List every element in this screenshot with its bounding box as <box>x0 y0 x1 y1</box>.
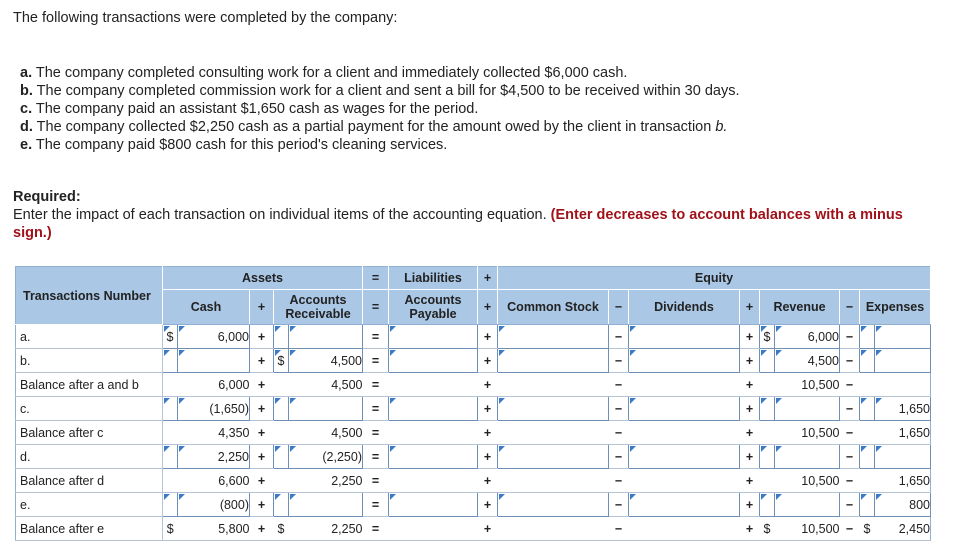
expenses-dollar[interactable] <box>860 445 875 469</box>
operator-plus: + <box>478 493 498 517</box>
expenses-dollar <box>860 373 875 397</box>
operator-minus: − <box>609 469 629 493</box>
operator-minus: − <box>840 397 860 421</box>
cash-value: 6,600 <box>178 469 250 493</box>
accounts-receivable-dollar[interactable] <box>274 325 289 349</box>
expenses-dollar <box>860 421 875 445</box>
row-label: a. <box>16 325 163 349</box>
cash-dollar[interactable] <box>163 445 178 469</box>
cash-value: 5,800 <box>178 517 250 541</box>
operator-minus: − <box>840 421 860 445</box>
header-equals: = <box>363 267 389 290</box>
expenses-dollar[interactable] <box>860 325 875 349</box>
header-cash: Cash <box>163 290 250 325</box>
operator-plus: + <box>740 373 760 397</box>
cash-dollar: $ <box>163 517 178 541</box>
operator-minus: − <box>840 373 860 397</box>
revenue-dollar[interactable] <box>760 397 775 421</box>
operator-minus: − <box>840 445 860 469</box>
operator-minus: − <box>840 517 860 541</box>
operator-plus: + <box>250 421 274 445</box>
transaction-text: The company paid $800 cash for this period's cleaning services. <box>35 137 448 153</box>
transaction-letter: d. <box>20 119 33 135</box>
operator-minus: − <box>609 517 629 541</box>
revenue-value: 10,500 <box>775 421 840 445</box>
operator-eq: = <box>363 469 389 493</box>
operator-plus: + <box>740 445 760 469</box>
accounts-payable-value <box>389 421 478 445</box>
header-transactions-number: Transactions Number <box>16 267 163 325</box>
operator-minus: − <box>840 493 860 517</box>
operator-minus: − <box>609 373 629 397</box>
transaction-item <box>20 82 739 100</box>
transaction-item <box>20 136 739 154</box>
required-emphasis: (Enter decreases to account balances with a minus sign.) <box>13 207 903 241</box>
accounts-payable-value <box>389 517 478 541</box>
accounts-receivable-dollar[interactable] <box>274 445 289 469</box>
accounts-receivable-value[interactable] <box>289 397 363 421</box>
cash-dollar <box>163 469 178 493</box>
accounts-receivable-dollar <box>274 421 289 445</box>
operator-plus: + <box>478 421 498 445</box>
header-revenue: Revenue <box>760 290 840 325</box>
operator-plus: + <box>250 469 274 493</box>
header-op-equals: = <box>363 290 389 325</box>
common-stock-value <box>498 421 609 445</box>
expenses-value: 1,650 <box>875 421 931 445</box>
table-row <box>16 517 931 541</box>
expenses-value: 1,650 <box>875 469 931 493</box>
accounts-receivable-value: 2,250 <box>289 517 363 541</box>
revenue-value[interactable] <box>775 397 840 421</box>
revenue-value[interactable] <box>775 493 840 517</box>
expenses-dollar <box>860 469 875 493</box>
header-assets: Assets <box>163 267 363 290</box>
row-label: d. <box>16 445 163 469</box>
operator-plus: + <box>250 517 274 541</box>
operator-plus: + <box>478 469 498 493</box>
revenue-value[interactable]: 4,500 <box>775 349 840 373</box>
operator-plus: + <box>478 397 498 421</box>
expenses-value <box>875 373 931 397</box>
table-row <box>16 373 931 397</box>
revenue-value[interactable]: 6,000 <box>775 325 840 349</box>
operator-plus: + <box>478 517 498 541</box>
operator-plus: + <box>740 325 760 349</box>
transaction-text: The company completed commission work for a client and sent a bill for $4,500 to be received within 30 days. <box>36 83 740 99</box>
common-stock-value <box>498 469 609 493</box>
revenue-dollar <box>760 421 775 445</box>
revenue-value: 10,500 <box>775 373 840 397</box>
dividends-value <box>629 373 740 397</box>
operator-minus: − <box>609 493 629 517</box>
operator-minus: − <box>609 421 629 445</box>
revenue-dollar[interactable] <box>760 349 775 373</box>
common-stock-value[interactable] <box>498 349 609 373</box>
accounts-receivable-value[interactable]: 4,500 <box>289 349 363 373</box>
cash-dollar[interactable] <box>163 493 178 517</box>
revenue-dollar[interactable]: $ <box>760 325 775 349</box>
row-label: Balance after c <box>16 421 163 445</box>
expenses-dollar[interactable] <box>860 349 875 373</box>
accounts-payable-value <box>389 469 478 493</box>
row-label: Balance after d <box>16 469 163 493</box>
revenue-dollar <box>760 469 775 493</box>
table-row <box>16 493 931 517</box>
operator-plus: + <box>740 421 760 445</box>
cash-dollar[interactable] <box>163 397 178 421</box>
common-stock-value <box>498 517 609 541</box>
revenue-value: 10,500 <box>775 517 840 541</box>
revenue-dollar: $ <box>760 517 775 541</box>
revenue-dollar[interactable] <box>760 493 775 517</box>
intro-text: The following transactions were completed by the company: <box>13 10 398 26</box>
equation-rows <box>16 325 931 541</box>
operator-eq: = <box>363 493 389 517</box>
accounts-payable-value[interactable] <box>389 325 478 349</box>
table-row <box>16 349 931 373</box>
operator-plus: + <box>740 397 760 421</box>
accounts-receivable-dollar[interactable]: $ <box>274 349 289 373</box>
cash-value[interactable]: (1,650) <box>178 397 250 421</box>
accounts-receivable-dollar <box>274 469 289 493</box>
operator-plus: + <box>478 325 498 349</box>
operator-eq: = <box>363 397 389 421</box>
transaction-ref: b. <box>715 119 728 135</box>
operator-eq: = <box>363 349 389 373</box>
header-common-stock: Common Stock <box>498 290 609 325</box>
operator-plus: + <box>740 469 760 493</box>
transaction-letter: e. <box>20 137 33 153</box>
operator-minus: − <box>840 325 860 349</box>
header-op-plus: + <box>740 290 760 325</box>
transaction-text: The company collected $2,250 cash as a partial payment for the amount owed by the client in transaction <box>36 119 712 135</box>
transaction-letter: b. <box>20 83 33 99</box>
header-op-minus: − <box>840 290 860 325</box>
accounts-payable-value[interactable] <box>389 349 478 373</box>
accounting-equation-table <box>15 266 931 541</box>
expenses-dollar[interactable] <box>860 493 875 517</box>
table-row <box>16 397 931 421</box>
operator-plus: + <box>250 349 274 373</box>
row-label: Balance after e <box>16 517 163 541</box>
accounts-receivable-dollar <box>274 373 289 397</box>
table-row <box>16 445 931 469</box>
accounts-receivable-value: 2,250 <box>289 469 363 493</box>
transaction-letter: a. <box>20 65 33 81</box>
revenue-dollar[interactable] <box>760 445 775 469</box>
accounts-payable-value[interactable] <box>389 493 478 517</box>
expenses-value[interactable] <box>875 349 931 373</box>
header-op-plus: + <box>478 290 498 325</box>
accounts-payable-value[interactable] <box>389 397 478 421</box>
header-dividends: Dividends <box>629 290 740 325</box>
dividends-value <box>629 421 740 445</box>
operator-minus: − <box>609 397 629 421</box>
accounts-payable-value <box>389 373 478 397</box>
operator-plus: + <box>250 325 274 349</box>
transaction-letter: c. <box>20 101 33 117</box>
operator-minus: − <box>609 349 629 373</box>
common-stock-value[interactable] <box>498 445 609 469</box>
operator-plus: + <box>478 349 498 373</box>
cash-value[interactable]: 2,250 <box>178 445 250 469</box>
transaction-item <box>20 118 739 136</box>
header-liabilities: Liabilities <box>389 267 478 290</box>
operator-plus: + <box>740 517 760 541</box>
operator-eq: = <box>363 445 389 469</box>
expenses-value[interactable] <box>875 325 931 349</box>
cash-dollar[interactable]: $ <box>163 325 178 349</box>
operator-minus: − <box>840 349 860 373</box>
cash-value[interactable]: 6,000 <box>178 325 250 349</box>
operator-plus: + <box>250 397 274 421</box>
expenses-value[interactable]: 800 <box>875 493 931 517</box>
transaction-item <box>20 64 739 82</box>
revenue-value[interactable] <box>775 445 840 469</box>
accounts-receivable-dollar: $ <box>274 517 289 541</box>
operator-plus: + <box>250 493 274 517</box>
operator-plus: + <box>250 445 274 469</box>
cash-dollar[interactable] <box>163 349 178 373</box>
required-text: Enter the impact of each transaction on individual items of the accounting equation. <box>13 207 551 223</box>
revenue-value: 10,500 <box>775 469 840 493</box>
operator-plus: + <box>250 373 274 397</box>
transaction-item <box>20 100 739 118</box>
common-stock-value[interactable] <box>498 397 609 421</box>
operator-minus: − <box>609 325 629 349</box>
accounts-receivable-dollar[interactable] <box>274 493 289 517</box>
accounts-receivable-value[interactable]: (2,250) <box>289 445 363 469</box>
dividends-value[interactable] <box>629 445 740 469</box>
header-expenses: Expenses <box>860 290 931 325</box>
operator-eq: = <box>363 373 389 397</box>
expenses-value[interactable] <box>875 445 931 469</box>
operator-minus: − <box>840 469 860 493</box>
header-equity: Equity <box>498 267 931 290</box>
dividends-value[interactable] <box>629 397 740 421</box>
table-row <box>16 469 931 493</box>
header-op-plus: + <box>250 290 274 325</box>
header-accounts-payable: Accounts Payable <box>389 290 478 325</box>
row-label: c. <box>16 397 163 421</box>
cash-value: 6,000 <box>178 373 250 397</box>
operator-plus: + <box>740 493 760 517</box>
operator-eq: = <box>363 517 389 541</box>
row-label: Balance after a and b <box>16 373 163 397</box>
required-heading: Required: <box>13 189 81 205</box>
cash-value[interactable]: (800) <box>178 493 250 517</box>
expenses-dollar[interactable] <box>860 397 875 421</box>
common-stock-value[interactable] <box>498 493 609 517</box>
table-row <box>16 325 931 349</box>
cash-value[interactable] <box>178 349 250 373</box>
dividends-value <box>629 469 740 493</box>
expenses-dollar: $ <box>860 517 875 541</box>
operator-eq: = <box>363 325 389 349</box>
header-op-minus: − <box>609 290 629 325</box>
operator-eq: = <box>363 421 389 445</box>
common-stock-value <box>498 373 609 397</box>
operator-plus: + <box>478 373 498 397</box>
cash-dollar <box>163 373 178 397</box>
row-label: e. <box>16 493 163 517</box>
table-row <box>16 421 931 445</box>
dividends-value[interactable] <box>629 349 740 373</box>
dividends-value[interactable] <box>629 493 740 517</box>
accounts-receivable-value[interactable] <box>289 493 363 517</box>
cash-dollar <box>163 421 178 445</box>
accounts-receivable-value: 4,500 <box>289 421 363 445</box>
transaction-text: The company completed consulting work for a client and immediately collected $6,000 cash. <box>35 65 628 81</box>
header-accounts-receivable: Accounts Receivable <box>274 290 363 325</box>
dividends-value[interactable] <box>629 325 740 349</box>
dividends-value <box>629 517 740 541</box>
header-plus: + <box>478 267 498 290</box>
operator-plus: + <box>478 445 498 469</box>
accounts-receivable-value: 4,500 <box>289 373 363 397</box>
operator-plus: + <box>740 349 760 373</box>
common-stock-value[interactable] <box>498 325 609 349</box>
transaction-list <box>20 64 739 154</box>
expenses-value[interactable]: 1,650 <box>875 397 931 421</box>
accounts-receivable-value[interactable] <box>289 325 363 349</box>
revenue-dollar <box>760 373 775 397</box>
accounts-payable-value[interactable] <box>389 445 478 469</box>
expenses-value: 2,450 <box>875 517 931 541</box>
operator-minus: − <box>609 445 629 469</box>
row-label: b. <box>16 349 163 373</box>
cash-value: 4,350 <box>178 421 250 445</box>
required-instructions <box>13 206 943 242</box>
transaction-text: The company paid an assistant $1,650 cash as wages for the period. <box>35 101 479 117</box>
accounts-receivable-dollar[interactable] <box>274 397 289 421</box>
